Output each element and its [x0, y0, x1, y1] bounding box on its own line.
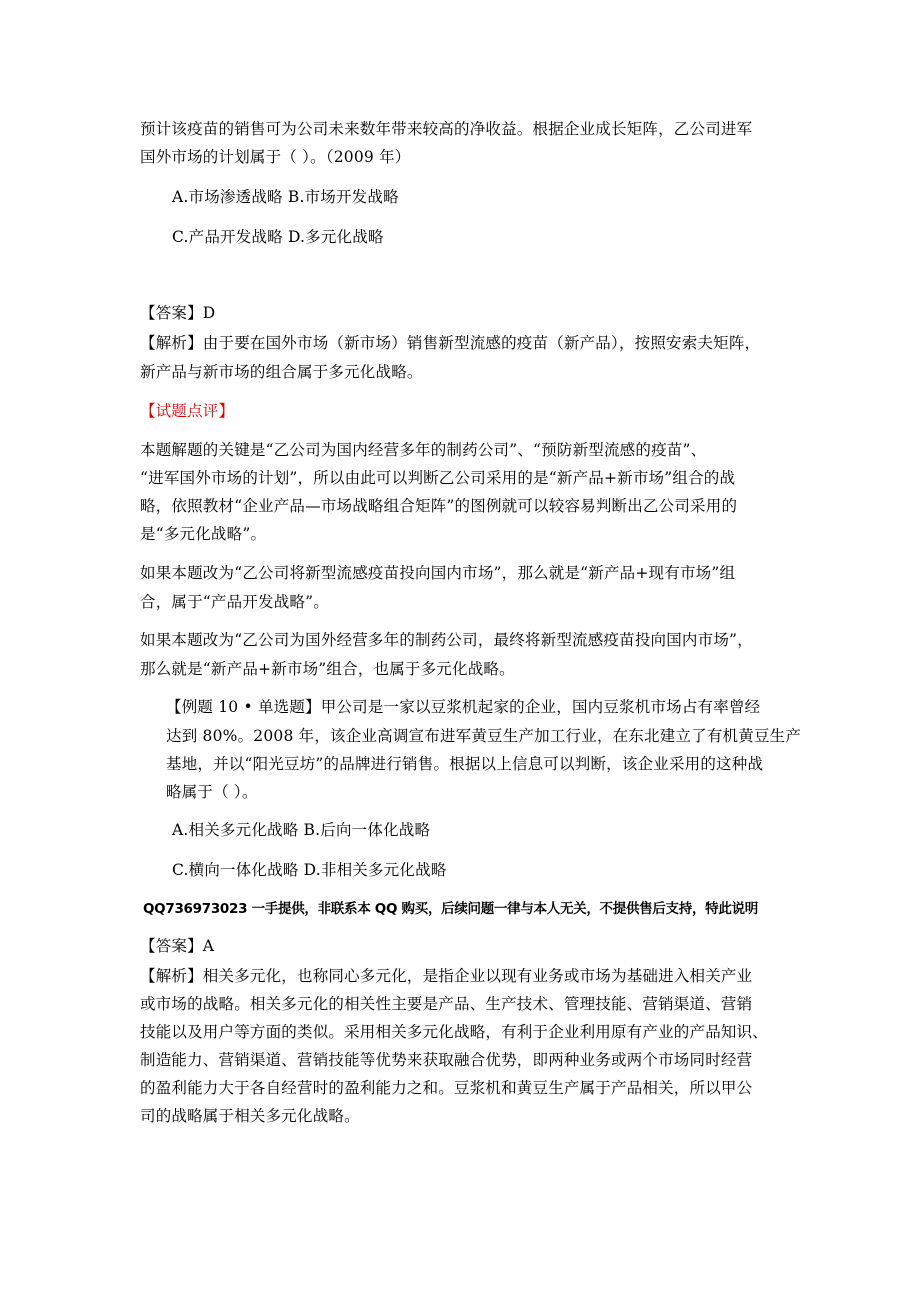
analysis-line: 【解析】由于要在国外市场（新市场）销售新型流感的疫苗（新产品），按照安索夫矩阵，	[140, 334, 761, 352]
review-title: 【试题点评】	[140, 402, 235, 420]
answer-line: 【答案】D	[140, 304, 216, 322]
analysis-line: 新产品与新市场的组合属于多元化战略。	[140, 363, 423, 381]
question-options-line: C.横向一体化战略 D.非相关多元化战略	[172, 861, 447, 879]
watermark-notice: QQ736973023 一手提供，非联系本 QQ 购买，后续问题一律与本人无关，不提供售后支持，特此说明	[143, 901, 758, 917]
analysis-line: 司的战略属于相关多元化战略。	[140, 1107, 360, 1125]
analysis-line: 的盈利能力大于各自经营时的盈利能力之和。豆浆机和黄豆生产属于产品相关，所以甲公	[140, 1079, 753, 1097]
question-stem-line: 【例题 10 • 单选题】甲公司是一家以豆浆机起家的企业，国内豆浆机市场占有率曾经	[166, 698, 761, 716]
question-stem-line: 国外市场的计划属于（ ）。（2009 年）	[140, 148, 411, 166]
review-paragraph-line: 合，属于“产品开发战略”。	[140, 593, 329, 611]
question-options-line: A.相关多元化战略 B.后向一体化战略	[172, 821, 431, 839]
review-paragraph-line: “进军国外市场的计划”，所以由此可以判断乙公司采用的是“新产品+新市场”组合的战	[140, 469, 736, 487]
review-paragraph-line: 本题解题的关键是“乙公司为国内经营多年的制药公司”、“预防新型流感的疫苗”、	[140, 441, 707, 459]
review-paragraph-line: 那么就是“新产品+新市场”组合，也属于多元化战略。	[140, 660, 515, 678]
review-paragraph-line: 如果本题改为“乙公司为国外经营多年的制药公司，最终将新型流感疫苗投向国内市场”，	[140, 631, 753, 649]
review-paragraph-line: 是“多元化战略”。	[140, 525, 267, 543]
review-paragraph-line: 如果本题改为“乙公司将新型流感疫苗投向国内市场”，那么就是“新产品+现有市场”组	[140, 564, 736, 582]
question-stem-line: 达到 80%。2008 年，该企业高调宣布进军黄豆生产加工行业，在东北建立了有机黄豆生产	[166, 727, 802, 745]
question-options-line: A.市场渗透战略 B.市场开发战略	[172, 188, 399, 206]
question-options-line: C.产品开发战略 D.多元化战略	[172, 228, 384, 246]
review-paragraph-line: 略，依照教材“企业产品—市场战略组合矩阵”的图例就可以较容易判断出乙公司采用的	[140, 497, 738, 515]
answer-line: 【答案】A	[140, 937, 215, 955]
analysis-line: 技能以及用户等方面的类似。采用相关多元化战略，有利于企业利用原有产业的产品知识、	[140, 1023, 769, 1041]
question-stem-line: 略属于（ ）。	[166, 783, 258, 801]
question-stem-line: 基地，并以“阳光豆坊”的品牌进行销售。根据以上信息可以判断，该企业采用的这种战	[166, 755, 764, 773]
question-stem-line: 预计该疫苗的销售可为公司未来数年带来较高的净收益。根据企业成长矩阵，乙公司进军	[140, 120, 753, 138]
analysis-line: 制造能力、营销渠道、营销技能等优势来获取融合优势，即两种业务或两个市场同时经营	[140, 1051, 753, 1069]
analysis-line: 【解析】相关多元化，也称同心多元化，是指企业以现有业务或市场为基础进入相关产业	[140, 967, 753, 985]
analysis-line: 或市场的战略。相关多元化的相关性主要是产品、生产技术、管理技能、营销渠道、营销	[140, 995, 753, 1013]
